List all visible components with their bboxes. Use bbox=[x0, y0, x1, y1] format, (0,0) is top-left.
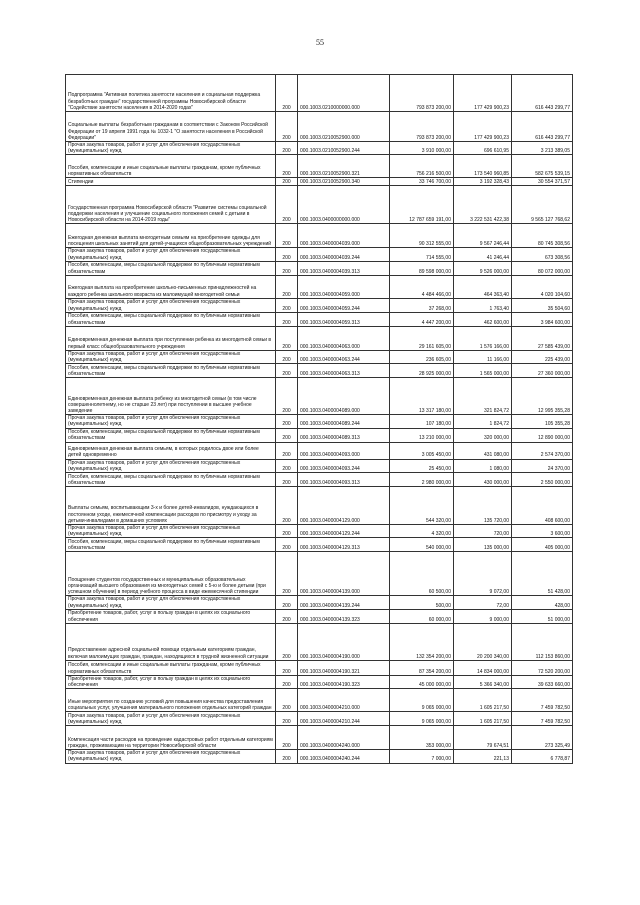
row-line-code-cell: 200 bbox=[276, 428, 298, 442]
row-budget-code-cell: 000.1003.0400004063.000 bbox=[298, 326, 390, 350]
row-budget-code-cell: 000.1003.0210052900.321 bbox=[298, 155, 390, 178]
row-name-cell: Единовременная денежная выплата семьям, в которых родилось двое или более детей одновременно bbox=[66, 442, 276, 459]
row-line-code-cell: 200 bbox=[276, 525, 298, 538]
row-budget-code-cell: 000.1003.0400004093.313 bbox=[298, 473, 390, 487]
table-row bbox=[66, 112, 573, 142]
row-unexecuted-cell: 7 459 782,50 bbox=[512, 689, 573, 712]
row-approved-cell: 544 320,00 bbox=[390, 487, 454, 525]
row-unexecuted-cell: 12 890 000,00 bbox=[512, 428, 573, 442]
row-executed-cell: 41 246,44 bbox=[454, 248, 512, 261]
row-executed-cell: 221,13 bbox=[454, 750, 512, 763]
table-row bbox=[66, 275, 573, 298]
row-budget-code-cell: 000.1003.0210052900.244 bbox=[298, 142, 390, 155]
row-name-cell: Государственная программа Новосибирской области "Развитие системы социальной поддержки населения и улучшение социального положения семей с детьми в Новосибирской области на 2014-2019 годы" bbox=[66, 186, 276, 224]
row-executed-cell: 320 000,00 bbox=[454, 428, 512, 442]
row-budget-code-cell: 000.1003.0400004190.000 bbox=[298, 623, 390, 660]
row-unexecuted-cell: 673 308,56 bbox=[512, 248, 573, 261]
row-name-cell: Выплаты семьям, воспитывающим 3-х и более детей-инвалидов, нуждающихся в постоянном уходе, ежемесячной компенсации расходов по присмотру и уходу за детьми-инвалидами в домашних условиях bbox=[66, 487, 276, 525]
row-name-cell: Пособия, компенсации, меры социальной поддержки по публичным нормативным обязательствам bbox=[66, 473, 276, 487]
row-line-code-cell: 200 bbox=[276, 326, 298, 350]
row-budget-code-cell: 000.1003.0400004039.000 bbox=[298, 224, 390, 248]
row-name-cell: Приобретение товаров, работ, услуг в пользу граждан в целях их социального обеспечения bbox=[66, 609, 276, 623]
budget-table-body bbox=[66, 75, 573, 764]
row-approved-cell: 2 980 000,00 bbox=[390, 473, 454, 487]
row-executed-cell: 1 080,00 bbox=[454, 459, 512, 472]
table-row bbox=[66, 326, 573, 350]
row-executed-cell: 462 600,00 bbox=[454, 312, 512, 326]
row-unexecuted-cell: 582 675 539,15 bbox=[512, 155, 573, 178]
row-name-cell: Прочая закупка товаров, работ и услуг для обеспечения государственных (муниципальных) нужд bbox=[66, 415, 276, 428]
row-name-cell: Пособия, компенсации и иные социальные выплаты гражданам, кроме публичных нормативных обязательств bbox=[66, 660, 276, 675]
table-row bbox=[66, 142, 573, 155]
row-unexecuted-cell: 72 520 200,00 bbox=[512, 660, 573, 675]
row-unexecuted-cell: 51 428,00 bbox=[512, 552, 573, 596]
row-executed-cell: 11 166,00 bbox=[454, 350, 512, 363]
row-line-code-cell: 200 bbox=[276, 312, 298, 326]
row-name-cell: Пособия, компенсации, меры социальной поддержки по публичным нормативным обязательствам bbox=[66, 261, 276, 275]
row-executed-cell: 9 000,00 bbox=[454, 609, 512, 623]
row-unexecuted-cell: 6 778,87 bbox=[512, 750, 573, 763]
table-row bbox=[66, 248, 573, 261]
row-name-cell: Социальные выплаты безработным гражданам в соответствии с Законом Российской Федерации от 19 апреля 1991 года № 1032-1 "О занятости населения в Российской Федерации" bbox=[66, 112, 276, 142]
row-unexecuted-cell: 2 550 000,00 bbox=[512, 473, 573, 487]
row-unexecuted-cell: 405 000,00 bbox=[512, 538, 573, 552]
row-executed-cell: 177 429 900,23 bbox=[454, 112, 512, 142]
row-unexecuted-cell: 428,00 bbox=[512, 596, 573, 609]
row-executed-cell: 430 000,00 bbox=[454, 473, 512, 487]
row-name-cell: Прочая закупка товаров, работ и услуг для обеспечения государственных (муниципальных) нужд bbox=[66, 459, 276, 472]
row-line-code-cell: 200 bbox=[276, 224, 298, 248]
row-budget-code-cell: 000.1003.0400004059.244 bbox=[298, 298, 390, 312]
row-approved-cell: 3 005 450,00 bbox=[390, 442, 454, 459]
row-budget-code-cell: 000.1003.0400004039.313 bbox=[298, 261, 390, 275]
row-line-code-cell: 200 bbox=[276, 596, 298, 609]
table-row bbox=[66, 186, 573, 224]
row-unexecuted-cell: 408 600,00 bbox=[512, 487, 573, 525]
row-line-code-cell: 200 bbox=[276, 623, 298, 660]
row-line-code-cell: 200 bbox=[276, 75, 298, 112]
row-unexecuted-cell: 3 213 389,05 bbox=[512, 142, 573, 155]
table-row bbox=[66, 350, 573, 363]
row-approved-cell: 7 000,00 bbox=[390, 750, 454, 763]
row-line-code-cell: 200 bbox=[276, 415, 298, 428]
budget-table bbox=[65, 74, 573, 764]
row-name-cell: Стипендии bbox=[66, 178, 276, 186]
row-approved-cell: 12 787 659 191,00 bbox=[390, 186, 454, 224]
row-name-cell: Прочая закупка товаров, работ и услуг для обеспечения государственных (муниципальных) нужд bbox=[66, 248, 276, 261]
row-executed-cell: 9 526 000,00 bbox=[454, 261, 512, 275]
table-row bbox=[66, 712, 573, 726]
row-approved-cell: 60 500,00 bbox=[390, 552, 454, 596]
table-row bbox=[66, 525, 573, 538]
row-budget-code-cell: 000.1003.0400004210.000 bbox=[298, 689, 390, 712]
row-unexecuted-cell: 30 554 371,57 bbox=[512, 178, 573, 186]
row-budget-code-cell: 000.1003.0400004129.000 bbox=[298, 487, 390, 525]
row-line-code-cell: 200 bbox=[276, 473, 298, 487]
row-executed-cell: 1 763,40 bbox=[454, 298, 512, 312]
row-name-cell: Прочая закупка товаров, работ и услуг для обеспечения государственных (муниципальных) нужд bbox=[66, 525, 276, 538]
row-line-code-cell: 200 bbox=[276, 712, 298, 726]
row-line-code-cell: 200 bbox=[276, 609, 298, 623]
table-row bbox=[66, 312, 573, 326]
row-budget-code-cell: 000.1003.0400004059.000 bbox=[298, 275, 390, 298]
table-row bbox=[66, 178, 573, 186]
table-row bbox=[66, 473, 573, 487]
row-approved-cell: 45 000 000,00 bbox=[390, 675, 454, 688]
row-name-cell: Пособия, компенсации, меры социальной поддержки по публичным нормативным обязательствам bbox=[66, 538, 276, 552]
table-row bbox=[66, 378, 573, 415]
table-row bbox=[66, 675, 573, 688]
row-unexecuted-cell: 80 072 000,00 bbox=[512, 261, 573, 275]
row-unexecuted-cell: 51 000,00 bbox=[512, 609, 573, 623]
row-line-code-cell: 200 bbox=[276, 112, 298, 142]
row-unexecuted-cell: 9 565 127 768,62 bbox=[512, 186, 573, 224]
table-row bbox=[66, 660, 573, 675]
row-line-code-cell: 200 bbox=[276, 364, 298, 378]
row-unexecuted-cell: 3 984 600,00 bbox=[512, 312, 573, 326]
row-approved-cell: 4 320,00 bbox=[390, 525, 454, 538]
row-line-code-cell: 200 bbox=[276, 155, 298, 178]
row-unexecuted-cell: 2 574 370,00 bbox=[512, 442, 573, 459]
table-row bbox=[66, 415, 573, 428]
row-approved-cell: 500,00 bbox=[390, 596, 454, 609]
row-approved-cell: 89 598 000,00 bbox=[390, 261, 454, 275]
table-row bbox=[66, 538, 573, 552]
row-line-code-cell: 200 bbox=[276, 487, 298, 525]
table-row bbox=[66, 459, 573, 472]
row-approved-cell: 37 268,00 bbox=[390, 298, 454, 312]
row-line-code-cell: 200 bbox=[276, 378, 298, 415]
row-unexecuted-cell: 27 360 000,00 bbox=[512, 364, 573, 378]
row-unexecuted-cell: 616 443 299,77 bbox=[512, 112, 573, 142]
table-row bbox=[66, 552, 573, 596]
row-name-cell: Приобретение товаров, работ, услуг в пользу граждан в целях их социального обеспечения bbox=[66, 675, 276, 688]
table-row bbox=[66, 750, 573, 763]
row-name-cell: Подпрограмма "Активная политика занятости населения и социальная поддержка безработных граждан" государственной программы Новосибирской области "Содействие занятости населения в 2014-2020 годах" bbox=[66, 75, 276, 112]
row-approved-cell: 3 910 000,00 bbox=[390, 142, 454, 155]
row-approved-cell: 793 873 200,00 bbox=[390, 75, 454, 112]
row-line-code-cell: 200 bbox=[276, 459, 298, 472]
row-executed-cell: 79 674,51 bbox=[454, 726, 512, 750]
row-approved-cell: 90 312 555,00 bbox=[390, 224, 454, 248]
row-executed-cell: 431 080,00 bbox=[454, 442, 512, 459]
row-executed-cell: 1 576 166,00 bbox=[454, 326, 512, 350]
row-approved-cell: 25 450,00 bbox=[390, 459, 454, 472]
row-unexecuted-cell: 7 459 782,50 bbox=[512, 712, 573, 726]
row-executed-cell: 321 824,72 bbox=[454, 378, 512, 415]
row-line-code-cell: 200 bbox=[276, 178, 298, 186]
row-executed-cell: 9 072,00 bbox=[454, 552, 512, 596]
row-budget-code-cell: 000.1003.0400004089.244 bbox=[298, 415, 390, 428]
row-unexecuted-cell: 35 504,60 bbox=[512, 298, 573, 312]
row-executed-cell: 1 565 000,00 bbox=[454, 364, 512, 378]
row-line-code-cell: 200 bbox=[276, 186, 298, 224]
table-row bbox=[66, 261, 573, 275]
table-row bbox=[66, 596, 573, 609]
row-unexecuted-cell: 4 020 104,60 bbox=[512, 275, 573, 298]
row-approved-cell: 756 216 500,00 bbox=[390, 155, 454, 178]
row-name-cell: Ежегодная выплата на приобретение школьно-письменных принадлежностей на каждого ребенка школьного возраста из малоимущей многодетной семьи bbox=[66, 275, 276, 298]
row-executed-cell: 177 429 900,23 bbox=[454, 75, 512, 112]
table-row bbox=[66, 726, 573, 750]
row-executed-cell: 464 363,40 bbox=[454, 275, 512, 298]
table-row bbox=[66, 609, 573, 623]
row-budget-code-cell: 000.1003.0400004039.244 bbox=[298, 248, 390, 261]
row-approved-cell: 60 000,00 bbox=[390, 609, 454, 623]
table-row bbox=[66, 224, 573, 248]
row-name-cell: Прочая закупка товаров, работ и услуг для обеспечения государственных (муниципальных) нужд bbox=[66, 142, 276, 155]
row-budget-code-cell: 000.1003.0400004190.323 bbox=[298, 675, 390, 688]
row-approved-cell: 714 555,00 bbox=[390, 248, 454, 261]
row-line-code-cell: 200 bbox=[276, 275, 298, 298]
row-budget-code-cell: 000.1003.0400004190.321 bbox=[298, 660, 390, 675]
row-name-cell: Единовременная денежная выплата ребенку из многодетной семьи (в том числе совершеннолетнему, но не старше 23 лет) при поступлении в высшее учебное заведение bbox=[66, 378, 276, 415]
row-budget-code-cell: 000.1003.0210052900.000 bbox=[298, 112, 390, 142]
row-budget-code-cell: 000.1003.0400004063.244 bbox=[298, 350, 390, 363]
row-unexecuted-cell: 3 600,00 bbox=[512, 525, 573, 538]
row-executed-cell: 9 567 246,44 bbox=[454, 224, 512, 248]
row-approved-cell: 353 000,00 bbox=[390, 726, 454, 750]
row-executed-cell: 5 366 340,00 bbox=[454, 675, 512, 688]
row-budget-code-cell: 000.1003.0210000000.000 bbox=[298, 75, 390, 112]
table-row bbox=[66, 442, 573, 459]
row-unexecuted-cell: 27 585 439,00 bbox=[512, 326, 573, 350]
table-row bbox=[66, 155, 573, 178]
row-budget-code-cell: 000.1003.0400004139.323 bbox=[298, 609, 390, 623]
row-budget-code-cell: 000.1003.0400004129.244 bbox=[298, 525, 390, 538]
row-executed-cell: 173 540 960,85 bbox=[454, 155, 512, 178]
row-line-code-cell: 200 bbox=[276, 261, 298, 275]
row-executed-cell: 696 610,95 bbox=[454, 142, 512, 155]
row-name-cell: Компенсация части расходов на проведение кадастровых работ отдельным категориям граждан, проживающим на территории Новосибирской области bbox=[66, 726, 276, 750]
row-budget-code-cell: 000.1003.0210052900.340 bbox=[298, 178, 390, 186]
row-executed-cell: 20 200 340,00 bbox=[454, 623, 512, 660]
row-executed-cell: 3 222 531 422,38 bbox=[454, 186, 512, 224]
row-budget-code-cell: 000.1003.0400004240.000 bbox=[298, 726, 390, 750]
table-row bbox=[66, 623, 573, 660]
row-executed-cell: 72,00 bbox=[454, 596, 512, 609]
row-executed-cell: 1 605 217,50 bbox=[454, 712, 512, 726]
row-line-code-cell: 200 bbox=[276, 675, 298, 688]
row-line-code-cell: 200 bbox=[276, 689, 298, 712]
row-approved-cell: 793 873 200,00 bbox=[390, 112, 454, 142]
row-unexecuted-cell: 616 443 299,77 bbox=[512, 75, 573, 112]
table-row bbox=[66, 75, 573, 112]
row-executed-cell: 720,00 bbox=[454, 525, 512, 538]
table-row bbox=[66, 298, 573, 312]
row-approved-cell: 29 161 605,00 bbox=[390, 326, 454, 350]
row-approved-cell: 13 210 000,00 bbox=[390, 428, 454, 442]
row-unexecuted-cell: 273 325,49 bbox=[512, 726, 573, 750]
row-name-cell: Поощрение студентов государственных и муниципальных образовательных организаций высшего образования из многодетных семей с 5-ю и более детьми (при успешном обучении) в период учебного процесса в виде ежемесячной стипендии bbox=[66, 552, 276, 596]
row-executed-cell: 1 605 217,50 bbox=[454, 689, 512, 712]
row-line-code-cell: 200 bbox=[276, 538, 298, 552]
row-approved-cell: 540 000,00 bbox=[390, 538, 454, 552]
row-approved-cell: 9 065 000,00 bbox=[390, 712, 454, 726]
row-line-code-cell: 200 bbox=[276, 750, 298, 763]
row-budget-code-cell: 000.1003.0400004089.000 bbox=[298, 378, 390, 415]
table-row bbox=[66, 364, 573, 378]
row-line-code-cell: 200 bbox=[276, 298, 298, 312]
row-executed-cell: 14 834 000,00 bbox=[454, 660, 512, 675]
row-name-cell: Единовременная денежная выплата при поступлении ребенка из многодетной семьи в первый класс общеобразовательного учреждения bbox=[66, 326, 276, 350]
row-budget-code-cell: 000.1003.0400004093.000 bbox=[298, 442, 390, 459]
row-budget-code-cell: 000.1003.0400004059.313 bbox=[298, 312, 390, 326]
row-executed-cell: 135 720,00 bbox=[454, 487, 512, 525]
row-name-cell: Пособия, компенсации, меры социальной поддержки по публичным нормативным обязательствам bbox=[66, 428, 276, 442]
row-line-code-cell: 200 bbox=[276, 726, 298, 750]
row-name-cell: Пособия, компенсации, меры социальной поддержки по публичным нормативным обязательствам bbox=[66, 312, 276, 326]
row-approved-cell: 28 925 000,00 bbox=[390, 364, 454, 378]
row-budget-code-cell: 000.1003.0400000000.000 bbox=[298, 186, 390, 224]
row-approved-cell: 4 484 466,00 bbox=[390, 275, 454, 298]
row-approved-cell: 132 354 200,00 bbox=[390, 623, 454, 660]
row-approved-cell: 33 746 700,00 bbox=[390, 178, 454, 186]
row-name-cell: Ежегодная денежная выплата многодетным семьям на приобретение одежды для посещения школьных занятий для детей-учащихся общеобразовательных учреждений bbox=[66, 224, 276, 248]
row-line-code-cell: 200 bbox=[276, 350, 298, 363]
row-unexecuted-cell: 112 153 860,00 bbox=[512, 623, 573, 660]
row-line-code-cell: 200 bbox=[276, 552, 298, 596]
row-line-code-cell: 200 bbox=[276, 142, 298, 155]
row-executed-cell: 1 824,72 bbox=[454, 415, 512, 428]
row-unexecuted-cell: 80 745 308,56 bbox=[512, 224, 573, 248]
row-name-cell: Пособия, компенсации, меры социальной поддержки по публичным нормативным обязательствам bbox=[66, 364, 276, 378]
row-approved-cell: 4 447 200,00 bbox=[390, 312, 454, 326]
row-approved-cell: 107 180,00 bbox=[390, 415, 454, 428]
row-executed-cell: 135 000,00 bbox=[454, 538, 512, 552]
row-approved-cell: 236 605,00 bbox=[390, 350, 454, 363]
row-budget-code-cell: 000.1003.0400004129.313 bbox=[298, 538, 390, 552]
row-line-code-cell: 200 bbox=[276, 660, 298, 675]
row-budget-code-cell: 000.1003.0400004240.244 bbox=[298, 750, 390, 763]
row-executed-cell: 3 192 328,43 bbox=[454, 178, 512, 186]
row-budget-code-cell: 000.1003.0400004139.000 bbox=[298, 552, 390, 596]
row-approved-cell: 87 354 200,00 bbox=[390, 660, 454, 675]
row-name-cell: Иные мероприятия по созданию условий для повышения качества предоставления социальных услуг, улучшения материального положения отдельных категорий граждан bbox=[66, 689, 276, 712]
row-approved-cell: 13 317 180,00 bbox=[390, 378, 454, 415]
page-number: 55 bbox=[316, 38, 324, 47]
row-name-cell: Прочая закупка товаров, работ и услуг для обеспечения государственных (муниципальных) нужд bbox=[66, 298, 276, 312]
row-name-cell: Предоставление адресной социальной помощи отдельным категориям граждан, включая малоимущих граждан, граждан, находящихся в трудной жизненной ситуации bbox=[66, 623, 276, 660]
row-budget-code-cell: 000.1003.0400004093.244 bbox=[298, 459, 390, 472]
row-unexecuted-cell: 39 633 660,00 bbox=[512, 675, 573, 688]
row-budget-code-cell: 000.1003.0400004210.244 bbox=[298, 712, 390, 726]
row-unexecuted-cell: 24 370,00 bbox=[512, 459, 573, 472]
row-unexecuted-cell: 12 995 355,28 bbox=[512, 378, 573, 415]
row-budget-code-cell: 000.1003.0400004063.313 bbox=[298, 364, 390, 378]
row-name-cell: Прочая закупка товаров, работ и услуг для обеспечения государственных (муниципальных) нужд bbox=[66, 712, 276, 726]
table-row bbox=[66, 689, 573, 712]
row-name-cell: Прочая закупка товаров, работ и услуг для обеспечения государственных (муниципальных) нужд bbox=[66, 750, 276, 763]
row-name-cell: Прочая закупка товаров, работ и услуг для обеспечения государственных (муниципальных) нужд bbox=[66, 350, 276, 363]
row-name-cell: Пособия, компенсации и иные социальные выплаты гражданам, кроме публичных нормативных обязательств bbox=[66, 155, 276, 178]
row-approved-cell: 9 065 000,00 bbox=[390, 689, 454, 712]
row-name-cell: Прочая закупка товаров, работ и услуг для обеспечения государственных (муниципальных) нужд bbox=[66, 596, 276, 609]
row-line-code-cell: 200 bbox=[276, 248, 298, 261]
table-row bbox=[66, 487, 573, 525]
row-unexecuted-cell: 105 355,28 bbox=[512, 415, 573, 428]
row-budget-code-cell: 000.1003.0400004089.313 bbox=[298, 428, 390, 442]
row-budget-code-cell: 000.1003.0400004139.244 bbox=[298, 596, 390, 609]
table-row bbox=[66, 428, 573, 442]
row-line-code-cell: 200 bbox=[276, 442, 298, 459]
row-unexecuted-cell: 225 439,00 bbox=[512, 350, 573, 363]
